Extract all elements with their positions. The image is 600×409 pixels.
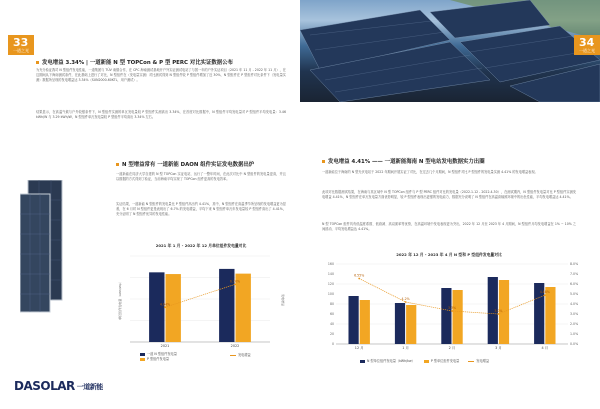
dasolar-logo [14, 379, 103, 393]
section1-paragraph-1: 为充分验证我司 N 型组件发电性能，一道集团与 TÜV 南德合作，在 CPC 海南测试基地开户外实证测试电站了与国一年的户外实证项目（2021 年 11 月 - 2022 年 11 月），在这期间从下海南测试条件，在此基础上进行了对比，N 型组件在（发电量实测）对比测试得到 N 型组件较 P 型组件增加了近 30%，N 型组件在 P 型组件对比条件下（发电量实测）数据所呈现的发电增益达 3.34%（SUN2000-60KTL，用户测试）。 [36, 68, 286, 83]
right-chart-title: 2022 年 12 月 - 2023 年 4 月 N 型和 P 型组件发电量对比 [396, 252, 502, 257]
page-number-text-right: 34 [579, 36, 595, 49]
page-number-left [8, 35, 34, 55]
bar-p-type [545, 287, 555, 344]
x-tick-label: 2022 [230, 344, 240, 348]
logo-cn: 一道新能 [76, 382, 103, 391]
left-chart-y2label: 发电增益 [281, 293, 285, 307]
bar-p-type [166, 274, 181, 342]
x-tick-label: 2021 [160, 344, 170, 348]
bar-p-type [236, 274, 251, 342]
section2-heading: N 型增益常有 一道新能 DAON 组件实证发电数据出炉 [116, 160, 254, 168]
bar-n-type [348, 296, 358, 344]
x-tick-label: 4 月 [541, 346, 549, 350]
y-tick-label: 100 [327, 292, 334, 296]
section2-paragraph-1: 一道新能在同济大学自建的 N 型 TOPCon 实证电站，运行了一整年时间，在此次对比中 N 型组件的发电量更高，并且以数据的方式得到了验证，当前海南平均实现了 TOPCon 组件更高的发电效率。 [116, 172, 286, 182]
y2-tick-label: 0.0% [570, 342, 579, 346]
legend-label-n-right: N 型单位组件发电量（kWh/kw） [367, 359, 415, 363]
left-chart-title: 2021 年 1 月 - 2022 年 12 月单位组件发电量对比 [155, 243, 247, 248]
y-tick-label: 160 [327, 262, 334, 266]
legend-swatch-n-right [360, 360, 365, 363]
right-paragraph-2: 此项对比数据测试结果，在海南与其区域中 N 型 TOPCon 组件与 P 型 PERC 组件对比的发电量（2022.1.12 - 2022.4.30），在测试期内，N 型组件发电量对比 P 型组件实测发电增益 4.41%，N 型组件在单瓦发电量方面优势明显，较 P 型组件表现出更强的发电能力，数据充分说明了 N 型组件在高温高辐照环境中的出色性能，平均发电增益达 4.41%。 [322, 190, 576, 200]
y-tick-label: 80 [329, 302, 334, 306]
y-tick-label: 60 [329, 312, 334, 316]
gain-point [234, 283, 236, 285]
right-page [300, 0, 600, 409]
legend-label-p-right: P 型单位组件发电量 [430, 359, 460, 363]
bar-n-type [395, 303, 405, 344]
left-chart-legend-gain [230, 352, 251, 357]
logo-text: DASOLAR [14, 379, 75, 393]
legend-label-gain: 发电增益 [238, 353, 251, 357]
bar-p-type [453, 290, 463, 344]
gain-data-label: 6.55% [354, 273, 365, 278]
gain-point [164, 306, 166, 308]
legend-item-p [140, 357, 177, 362]
bar-n-type [441, 288, 451, 344]
gain-data-label: 4.2% [401, 297, 410, 301]
y-tick-label: 0 [331, 342, 334, 346]
left-chart [116, 250, 286, 356]
right-paragraph-1: 一道新能位于海南的 N 型光伏电站于 2022 年期间开展实证了对比，在过去几个月期间，N 型组件对比 P 型组件的发电量实测 4.41% 的发电增益表现。 [322, 170, 538, 174]
section2-paragraph-2: 实证结果，一道新能 N 型组件的发电量比 P 型组件高出约 4.41%，其中，N 型组件在高温季节所呈现的发电增益更为显著，在 6 月时 N 型组件更是表现出了 6.7% 的发电增益，平均下来 N 型组件单瓦年发电量较 P 型组件高出了 4.41%，充分证明了 N 型组件优异的发电性能。 [116, 202, 286, 217]
solar-panel-image [20, 180, 70, 318]
y-tick-label: 120 [327, 282, 334, 286]
right-paragraph-3: N 型 TOPCon 组件具有低温度系数、低衰减、高双面率等优势，在高温环境中发电表现更为突出，2022 年 12 月至 2023 年 4 月期间，N 型组件月均发电增益在 1% ~ 10% 之间波动，平均发电增益达 4.41%。 [322, 222, 576, 232]
section1-paragraph-2: 结果显示，在高温气候与户外较强条件下，N 型组件实测的单瓦发电量较 P 型组件实测高出 3.34%，在首度对比数据中，N 型组件平均发电量对 P 型组件平均发电量：3.46 kWh/W 与 3.29 kWh/W，N 型组件单瓦发电量较 P 型组件平均高出 3.34% 左右。 [36, 110, 286, 120]
bar-p-type [406, 305, 416, 344]
section1-heading: 发电增益 3.34% | 一道新能 N 型 TOPCon & P 型 PERC 对比实证数据公布 [36, 58, 233, 66]
y2-tick-label: 5.0% [570, 292, 579, 296]
legend-swatch-gain [230, 355, 236, 356]
left-chart-legend [140, 352, 177, 362]
x-tick-label: 1 月 [402, 346, 409, 350]
legend-label-p: P 型组件发电量 [147, 357, 170, 361]
y2-tick-label: 1.0% [570, 332, 579, 336]
x-tick-label: 12 月 [354, 346, 364, 350]
x-tick-label: 3 月 [495, 346, 502, 350]
legend-swatch-p [140, 358, 145, 361]
gain-point [451, 310, 453, 312]
legend-swatch-n [140, 353, 145, 356]
gain-data-label: 4.04% [159, 302, 171, 307]
page-number-right [574, 35, 600, 55]
legend-swatch-p-right [424, 360, 429, 363]
y2-tick-label: 6.0% [570, 282, 579, 286]
y-tick-label: 40 [329, 322, 334, 326]
gain-point [405, 301, 407, 303]
y2-tick-label: 4.0% [570, 302, 579, 306]
gain-data-label: 3.3% [447, 306, 457, 310]
solar-farm-illustration [300, 0, 600, 102]
right-section-heading: 发电增益 4.41% —— 一道新能海南 N 型电站发电数据实力出圈 [322, 157, 485, 165]
bar-n-type [149, 272, 164, 342]
legend-swatch-gain-right [468, 361, 474, 362]
bar-p-type [360, 300, 370, 344]
gain-data-label: 6.70% [229, 279, 241, 284]
left-chart-ylabel: 单位组件发电量（kWh/Wp） [118, 280, 122, 320]
gain-point [498, 313, 500, 315]
y2-tick-label: 7.0% [570, 272, 579, 276]
y-tick-label: 140 [327, 272, 334, 276]
y-tick-label: 20 [329, 332, 334, 336]
gain-point [544, 294, 546, 296]
y2-tick-label: 8.0% [570, 262, 579, 266]
legend-label-gain-right: 发电增益 [476, 359, 490, 363]
solar-farm-photo [300, 0, 600, 102]
page-subtitle: 一道之光 [13, 48, 29, 53]
gain-data-label: 3.0% [494, 309, 503, 313]
right-chart [322, 260, 584, 356]
y2-tick-label: 2.0% [570, 322, 579, 326]
legend-label-n: 一道 N 型组件发电量 [147, 352, 177, 356]
gain-data-label: 4.88% [539, 290, 550, 295]
page-number-text: 33 [13, 36, 29, 49]
x-tick-label: 2 月 [448, 346, 456, 350]
y2-tick-label: 3.0% [570, 312, 579, 316]
right-chart-legend [360, 358, 489, 363]
page-subtitle-right: 一道之光 [579, 48, 595, 53]
gain-point [358, 278, 360, 280]
